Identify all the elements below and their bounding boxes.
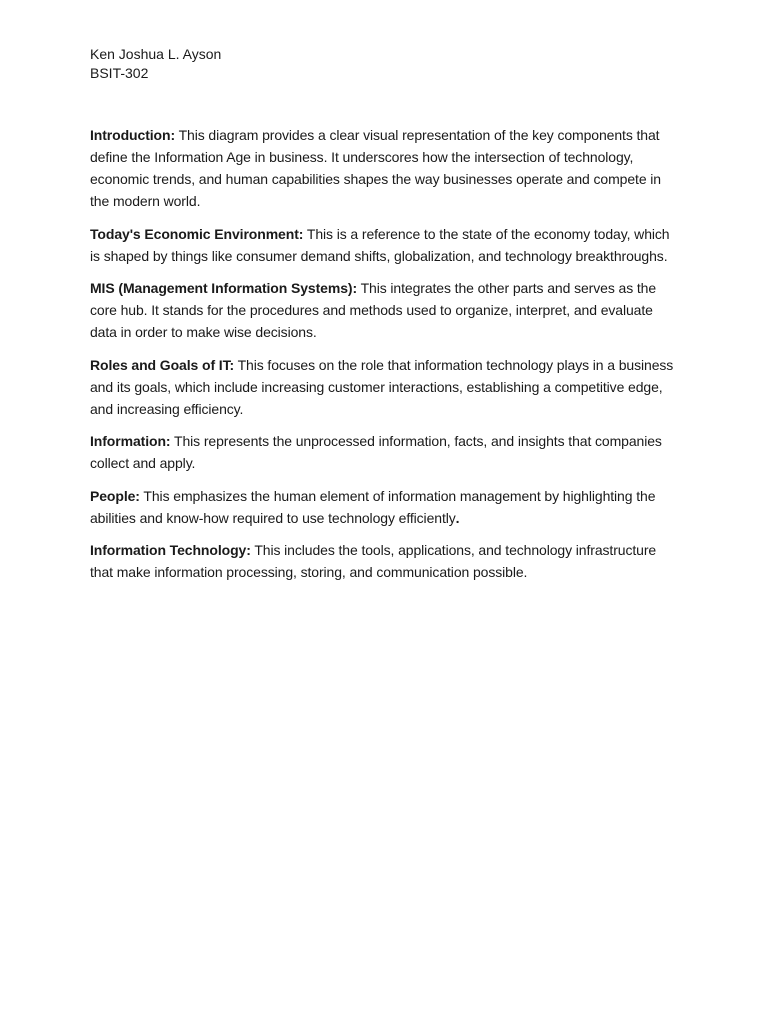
paragraph-information-technology	[90, 539, 680, 583]
text-introduction: This diagram provides a clear visual representation of the key components that define the Information Age in business. It underscores how the intersection of technology, economic trends, and human capabilities shapes the way businesses operate and compete in the modern world.	[90, 127, 661, 209]
paragraph-mis	[90, 277, 680, 343]
text-mis: This integrates the other parts and serves as the core hub. It stands for the procedures and methods used to organize, interpret, and evaluate data in order to make wise decisions.	[90, 280, 657, 340]
author-name: Ken Joshua L. Ayson	[90, 46, 222, 62]
paragraph-economic-environment	[90, 223, 680, 267]
term-people: People:	[90, 487, 140, 504]
text-roles-goals-it: This focuses on the role that information technology plays in a business and its goals, which include increasing customer interactions, establishing a competitive edge, and increasing efficiency.	[90, 356, 674, 417]
term-introduction: Introduction:	[90, 127, 176, 143]
paragraph-introduction	[90, 124, 680, 212]
author-block	[90, 45, 680, 83]
term-roles-goals-it: Roles and Goals of IT:	[90, 356, 235, 373]
text-people: This emphasizes the human element of information management by highlighting the abilities and know-how required to use technology efficiently	[90, 487, 656, 526]
term-economic-environment: Today's Economic Environment:	[90, 225, 304, 242]
people-period: .	[455, 509, 460, 526]
text-information-technology: This includes the tools, applications, and technology infrastructure that make information processing, storing, and communication possible.	[90, 542, 657, 580]
paragraph-people	[90, 485, 680, 529]
term-information-technology: Information Technology:	[90, 542, 251, 558]
text-economic-environment: This is a reference to the state of the economy today, which is shaped by things like consumer demand shifts, globalization, and technology breakthroughs.	[90, 225, 670, 264]
text-information: This represents the unprocessed information, facts, and insights that companies collect and apply.	[90, 433, 662, 471]
document-body	[90, 124, 680, 594]
paragraph-roles-goals-it	[90, 354, 680, 420]
class-section: BSIT-302	[90, 65, 149, 81]
term-mis: MIS (Management Information Systems):	[90, 280, 358, 296]
paragraph-information	[90, 430, 680, 474]
term-information: Information:	[90, 433, 171, 449]
